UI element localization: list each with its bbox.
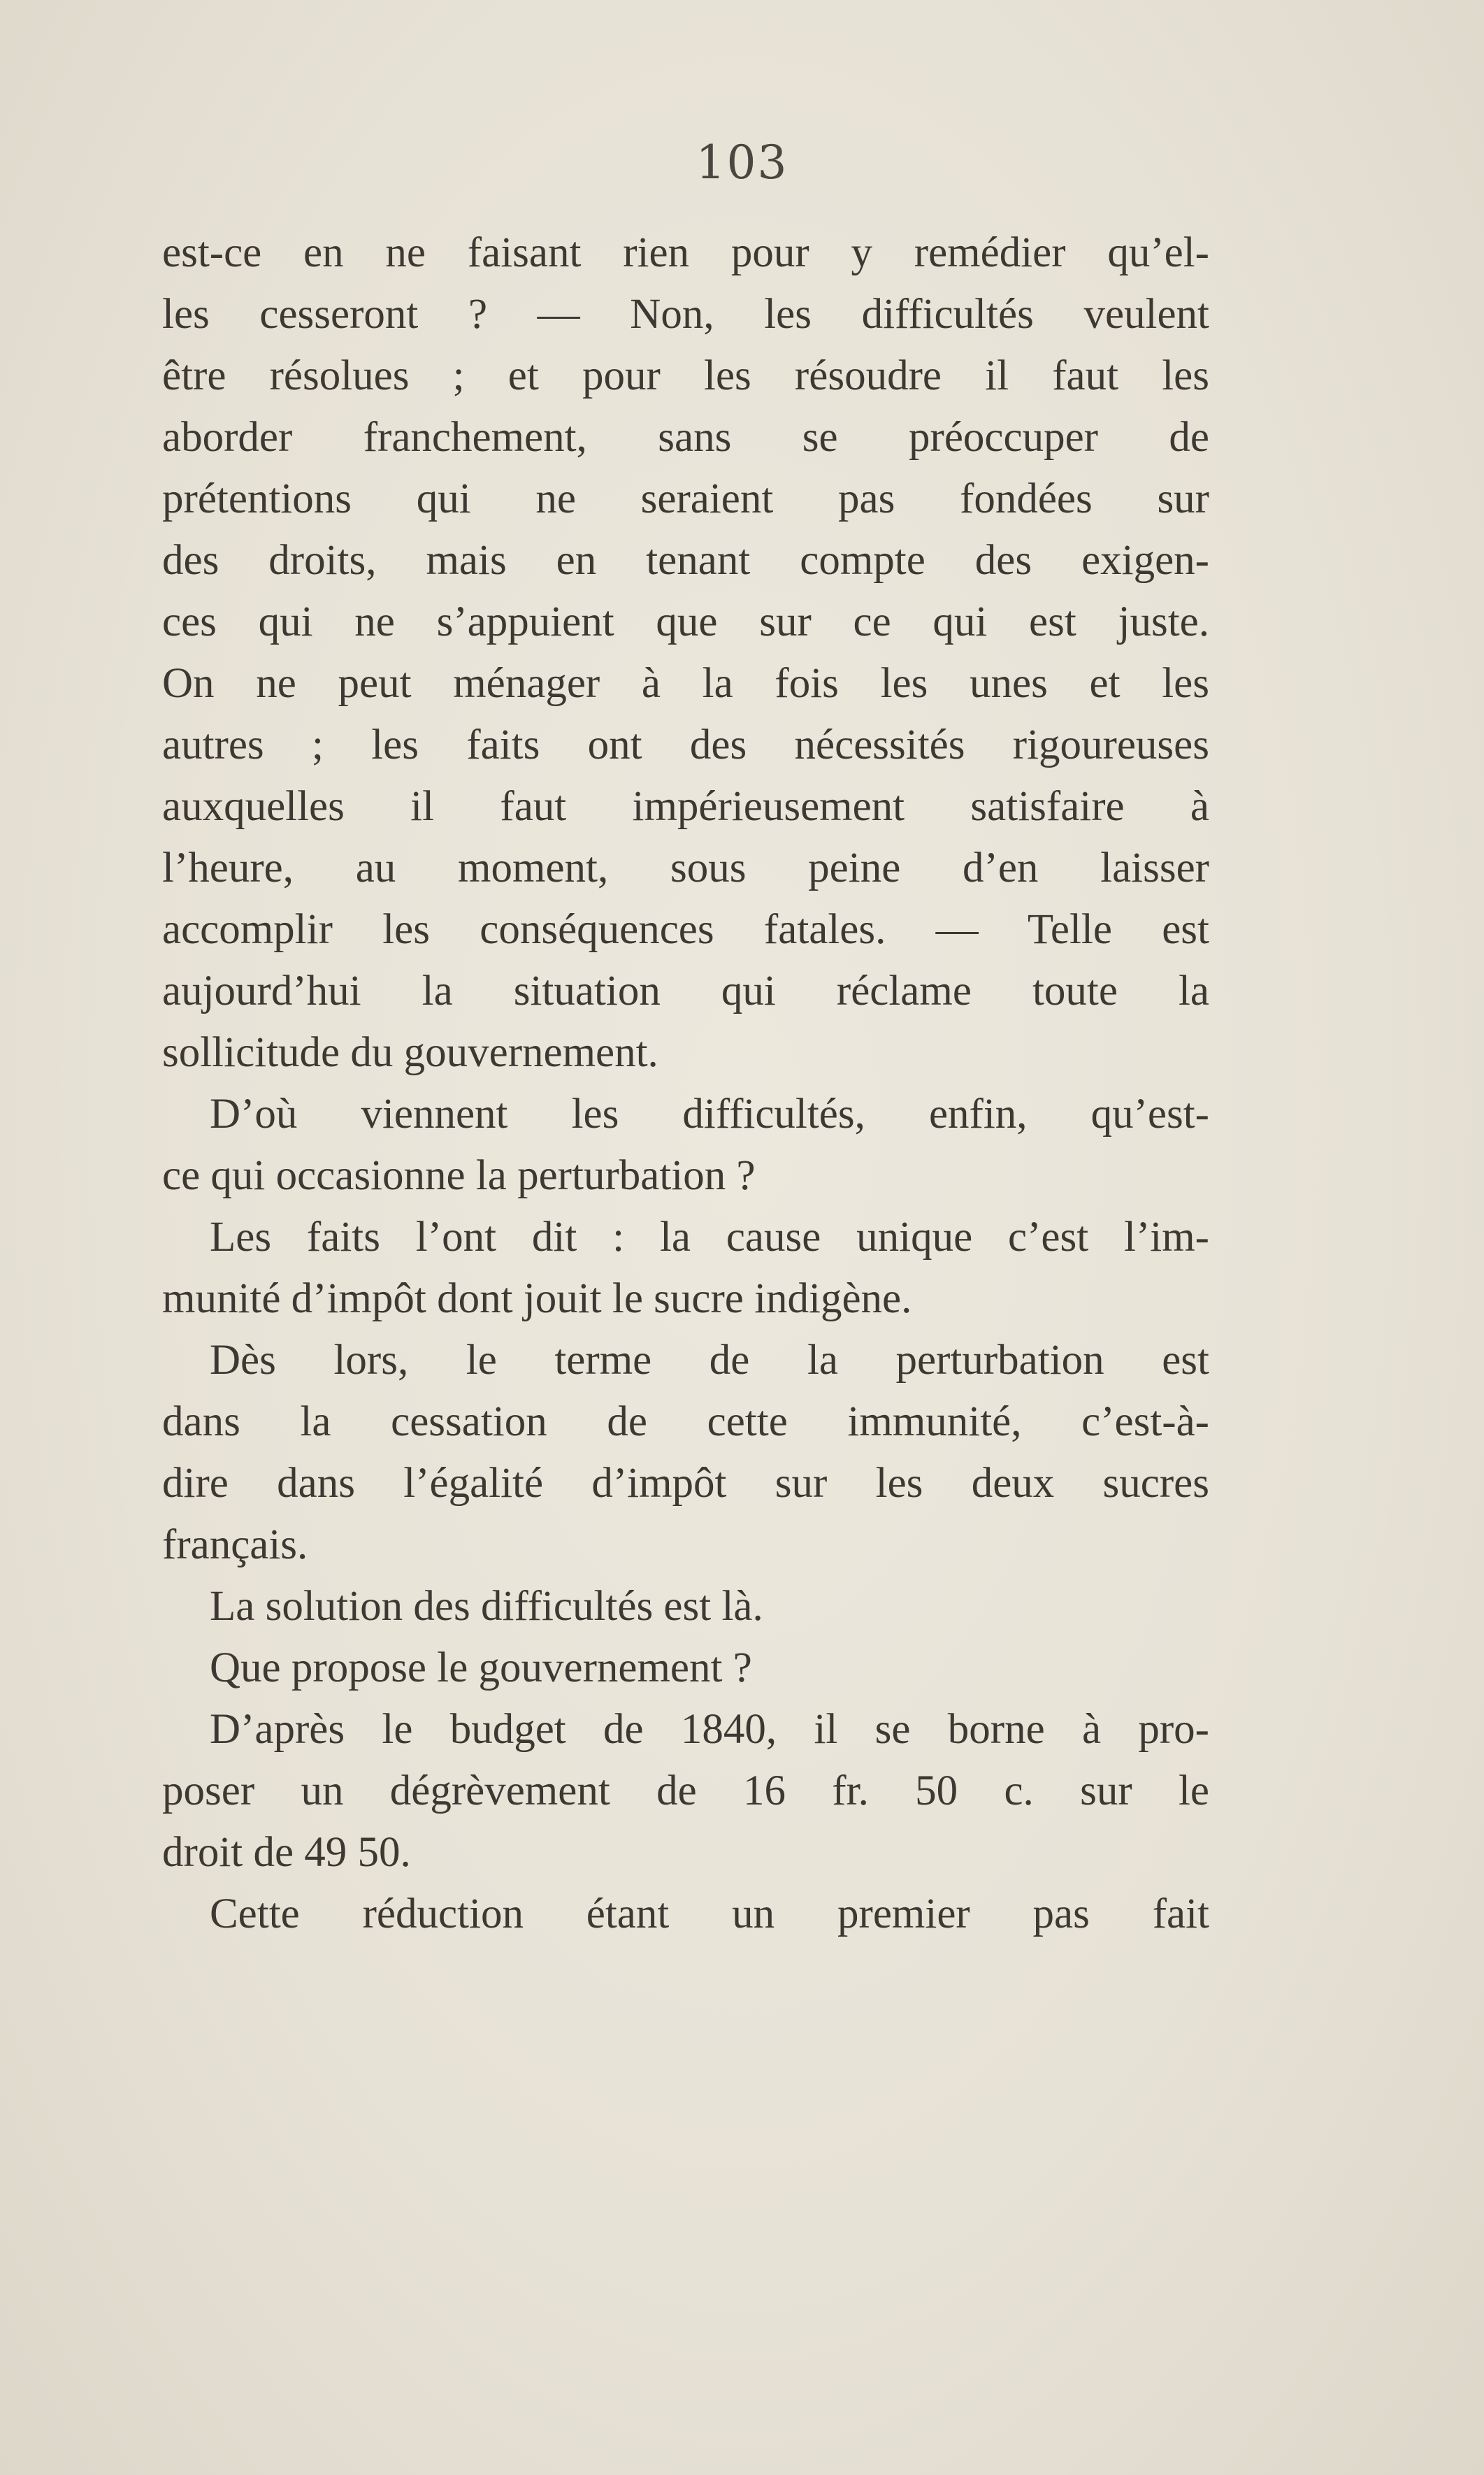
- text-line: ce qui occasionne la perturbation ?: [162, 1152, 756, 1199]
- text-line: aborder franchement, sans se préoccuper de: [162, 414, 1209, 461]
- paragraph-start-line: D’après le budget de 1840, il se borne à pro-: [210, 1706, 1209, 1753]
- paragraph-line: Que propose le gouvernement ?: [210, 1644, 752, 1691]
- text-line: sollicitude du gouvernement.: [162, 1029, 658, 1076]
- paragraph-line: La solution des difficultés est là.: [210, 1583, 763, 1630]
- text-line: être résolues ; et pour les résoudre il faut les: [162, 352, 1209, 399]
- paragraph-start-line: Cette réduction étant un premier pas fait: [210, 1891, 1209, 1937]
- text-line: munité d’impôt dont jouit le sucre indigène.: [162, 1275, 912, 1322]
- text-line: français.: [162, 1521, 308, 1568]
- text-line: aujourd’hui la situation qui réclame toute la: [162, 968, 1209, 1014]
- text-line: des droits, mais en tenant compte des exigen-: [162, 537, 1209, 584]
- text-line: est-ce en ne faisant rien pour y remédier qu’el-: [162, 229, 1209, 276]
- paragraph-start-line: Les faits l’ont dit : la cause unique c’est l’im-: [210, 1214, 1209, 1261]
- text-line: On ne peut ménager à la fois les unes et les: [162, 660, 1209, 707]
- paragraph-start-line: Dès lors, le terme de la perturbation est: [210, 1337, 1209, 1384]
- text-line: poser un dégrèvement de 16 fr. 50 c. sur le: [162, 1767, 1209, 1814]
- text-line: les cesseront ? — Non, les difficultés veulent: [162, 291, 1209, 338]
- text-line: droit de 49 50.: [162, 1829, 411, 1876]
- page-number: 103: [696, 136, 788, 189]
- text-line: dire dans l’égalité d’impôt sur les deux sucres: [162, 1460, 1209, 1507]
- text-line: l’heure, au moment, sous peine d’en laisser: [162, 845, 1209, 891]
- text-line: auxquelles il faut impérieusement satisfaire à: [162, 783, 1209, 830]
- body-text: [162, 222, 1209, 1945]
- text-line: accomplir les conséquences fatales. — Telle est: [162, 906, 1209, 953]
- text-line: prétentions qui ne seraient pas fondées sur: [162, 475, 1209, 522]
- text-line: dans la cessation de cette immunité, c’est-à-: [162, 1398, 1209, 1445]
- text-line: autres ; les faits ont des nécessités rigoureuses: [162, 722, 1209, 768]
- paragraph-start-line: D’où viennent les difficultés, enfin, qu’est-: [210, 1091, 1209, 1138]
- text-line: ces qui ne s’appuient que sur ce qui est juste.: [162, 598, 1209, 645]
